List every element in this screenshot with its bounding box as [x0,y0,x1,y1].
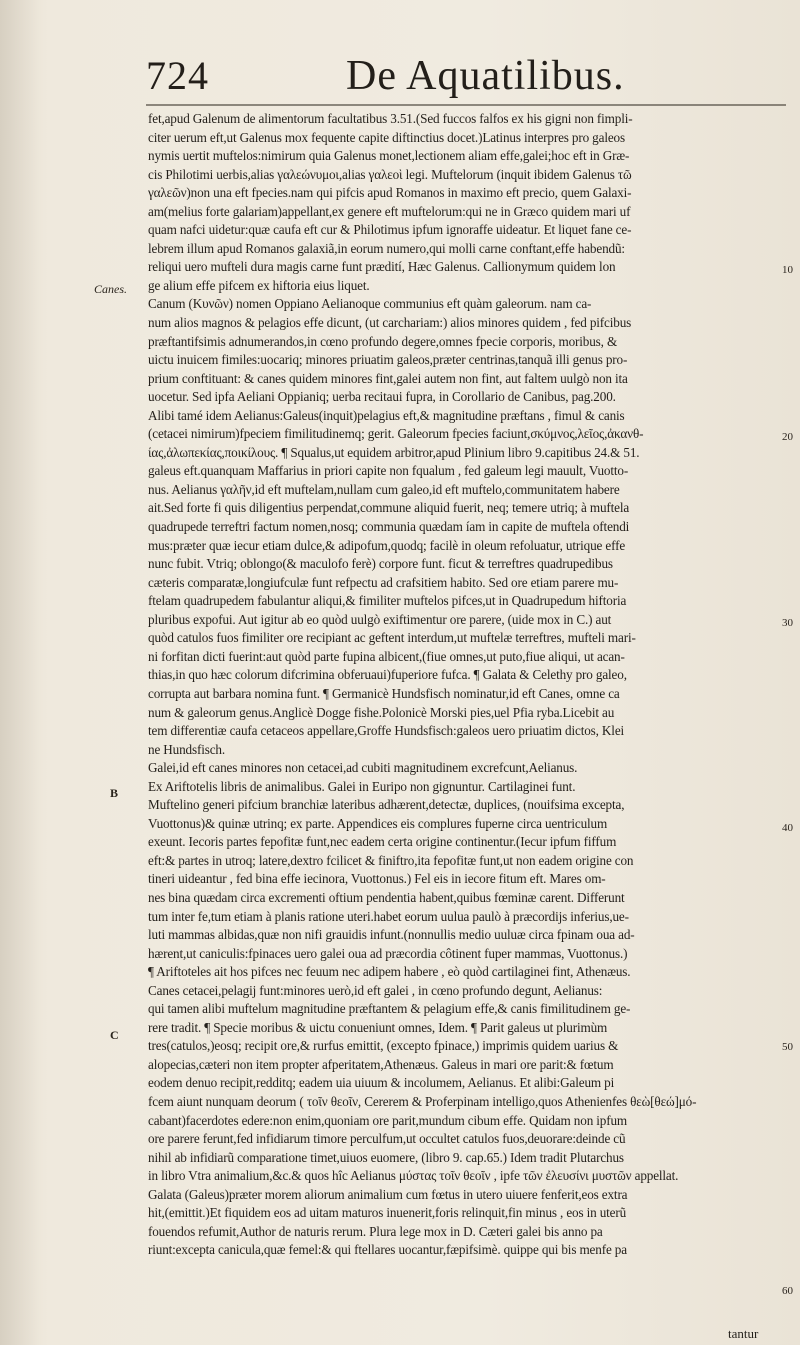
text-line: nus. Aelianus γαλῆν,id eft muftelam,nullam cum galeo,id eft muftelo,communitatem habere [148,481,620,497]
text-line: alopecias,cæteri non item propter afperitatem,Athenæus. Galeus in mari ore parit:& fœtum [148,1056,614,1072]
text-line: Vuottonus)& quinæ utrinq; ex parte. Appendices eis complures fuperne circa uentriculum [148,815,608,831]
text-line: γαλεῶν)non una eft fpecies.nam qui pifcis apud Romanos in maximo eft precio, quem Galaxi- [148,185,632,201]
line-number-20: 20 [782,431,793,443]
line-number-40: 40 [782,822,793,834]
text-line: fcem aiunt nunquam deorum ( τοῖν θεοῖν, Cererem & Proferpinam intelligo,quos Athenienfes θεὼ[θεώ]μό- [148,1093,697,1109]
text-line: nihil ab infidiarũ comparatione timet,uiuos euomere, (libro 9. cap.65.) Idem tradit Plutarchus [148,1149,624,1165]
text-line: uocetur. Sed ipfa Aeliani Oppianiq; uerba recitaui fupra, in Corollario de Canibus, pag.200. [148,389,616,405]
text-line: am(melius forte galariam)appellant,ex genere eft muftelorum:qui ne in Græco quidem mari uf [148,203,631,219]
text-line: lebrem illum apud Romanos galaxiã,in eorum numero,qui molli carne conftant,effe habendũ: [148,240,625,256]
text-line: luti mammas albidas,quæ non nifi grauidis infunt.(nonnullis medio uuluæ circa fpinam oua ad- [148,927,635,943]
text-line: Galei,id eft canes minores non cetacei,ad cubiti magnitudinem excrefcunt,Aelianus. [148,760,578,776]
text-line: num alios magnos & pelagios effe dicunt, (ut carchariam:) alios minores quidem , fed pifcibus [148,315,632,331]
text-line: fouendos refumit,Author de naturis rerum. Plura lege mox in D. Cæteri galei bis anno pa [148,1223,603,1239]
header-rule [146,104,786,106]
text-line: fet,apud Galenum de alimentorum facultatibus 3.51.(Sed fuccos falfos ex his gigni non fimpli- [148,111,633,126]
text-line: corrupta aut barbara nomina funt. ¶ Germanicè Hundsfisch nominatur,id eft Canes, omne ca [148,685,620,701]
text-line: Canes cetacei,pelagij funt:minores uerò,id eft galei , in cœno profundo degunt, Aelianus: [148,982,603,998]
text-line: exeunt. Iecoris partes fepofitæ funt,nec eadem certa origine continentur.(Iecur ipfum fiffum [148,834,617,850]
text-line: ne Hundsfisch. [148,741,226,757]
text-line: riunt:excepta canicula,quæ femel:& qui ftellares uocantur,fæpifsimè. quippe qui bis menfe pa [148,1242,627,1258]
text-line: ίας,ἀλωπεκίας,ποικίλους. ¶ Squalus,ut equidem arbitror,apud Plinium libro 9.capitibus 24.& 51. [148,444,640,460]
text-line: cis Philotimi uerbis,alias γαλεώνυμοι,alias γαλεοὶ legi. Muftelorum (inquit ibidem Galenus τῶ [148,166,632,182]
line-number-50: 50 [782,1041,793,1053]
catchword: tantur [728,1326,759,1341]
text-line: quam nafci uidetur:quæ caufa eft cur & Philotimus ipfum ignoraffe uideatur. Et liquet fane ce- [148,222,632,238]
text-line: qui tamen alibi muftelum magnitudine præftantem & pelagium effe,& canis fimilitudinem ge- [148,1001,631,1017]
text-line: Canum (Κυνῶν) nomen Oppiano Aelianoque communius eft quàm galeorum. nam ca- [148,296,592,312]
margin-letter-c: C [110,1028,119,1042]
text-line: hærent,ut caniculis:fpinaces uero galei oua ad præcordia côtinent fuper mammas, Vuottonus.) [148,945,628,961]
text-line: tem differentiæ caufa cetaceos appellare,Groffe Hundsfisch:galeos uero priuatim dictos, Klei [148,723,625,739]
text-line: pluribus expofui. Aut igitur ab eo quòd uulgò exiftimentur ore parere, (uide mox in C.) aut [148,611,612,627]
text-line: num & galeorum genus.Anglicè Dogge fishe.Polonicè Morski pies,uel Pfia ryba.Licebit au [148,704,615,720]
text-line: Galata (Galeus)præter morem aliorum animalium cum fœtus in utero uiuere fenferit,eos extra [148,1186,628,1202]
text-line: tres(catulos,)eosq; recipit ore,& rurfus emittit, (excepto fpinace,) imprimis quidem uarius & [148,1038,619,1054]
body-text [148,110,788,1260]
text-line: Ex Ariftotelis libris de animalibus. Galei in Euripo non gignuntur. Cartilaginei funt. [148,778,576,794]
text-line: uictu inuicem fimiles:uocariq; minores priuatim galeos,præter centrinas,tanquã illi genus pro- [148,352,628,368]
text-line: rere tradit. ¶ Specie moribus & uictu conueniunt omnes, Idem. ¶ Parit galeus ut plurimùm [148,1019,608,1035]
text-line: ftelam quadrupedem fabulantur aliqui,& fimiliter muftelos pifces,ut in Quadrupedum hiftoria [148,593,627,609]
text-line: nunc fubit. Vtriq; oblongo(& maculofo ferè) corpore funt. ficut & terreftres quadrupedibus [148,556,613,572]
page-number: 724 [146,53,209,98]
text-line: quadrupede terreftri factum nomen,nosq; communia quædam íam in capite de muftela oftendi [148,519,630,535]
text-line: nes bina quædam circa excrementi oftium pendentia habent,quibus fœminæ carent. Differunt [148,889,625,905]
margin-note-canes: Canes. [94,282,127,296]
text-line: cabant)facerdotes edere:non enim,quoniam ore parit,mundum cibum effe. Quidam non ipfum [148,1112,628,1128]
margin-letter-b: B [110,786,119,800]
text-line: citer uerum eft,ut Galenus mox fequente capite diftinctius docet.)Latinus interpres pro galeos [148,129,625,145]
text-line: thias,in quo hæc colorum difcrimina obferuaui)fuperiore fufca. ¶ Galata & Celethy pro galeo, [148,667,627,683]
text-line: ait.Sed forte fi quis diligentius perpendat,commune aliquid fuerit, neq; temere utriq; à muftela [148,500,630,516]
text-line: reliqui uero mufteli dura magis carne funt prædití, Hæc Galenus. Callionymum quidem lon [148,259,616,275]
text-line: galeus eft.quanquam Maffarius in priori capite non fqualum , fed galeum legi mauult, Vuotto- [148,463,629,479]
text-line: in libro Vtra animalium,&c.& quos hîc Aelianus μύστας τοῖν θεοῖν , ipfe τῶν ἐλευσίνι μυστῶν appellat. [148,1168,679,1184]
text-line: ni forfitan dicti fuerint:aut quòd parte fupina albicent,(fiue omnes,ut puto,fiue aliqui, ut acan- [148,648,625,664]
text-line: cæteris comparatæ,longiufculæ funt refpectu ad crafsitiem habito. Sed ore etiam parere mu- [148,574,619,590]
line-number-60: 60 [782,1285,793,1297]
text-line: hit,(emittit.)Et fiquidem eos ad uitam maturos inuenerit,foris relinquit,fin minus , eos in uterũ [148,1205,627,1221]
running-title: De Aquatilibus. [346,53,625,99]
text-line: Alibi tamé idem Aelianus:Galeus(inquit)pelagius eft,& magnitudine præftans , fimul & canis [148,407,625,423]
text-line: quòd catulos fuos fimiliter ore recipiant ac geftent interdum,ut muftelæ terreftres, mufteli mari- [148,630,636,646]
text-line: eft:& partes in utroq; latere,dextro fcilicet & finiftro,ita fepofitæ funt,ut non eadem origine con [148,852,634,868]
text-line: mus:præter quæ iecur etiam dulce,& adipofum,quodq; facilè in oleum refoluatur, utrique effe [148,537,626,553]
text-line: ¶ Ariftoteles ait hos pifces nec feuum nec adipem habere , eò quòd cartilaginei fint, Athenæus. [148,964,631,980]
text-line: eodem denuo recipit,redditq; eadem uia uiuum & incolumem, Aelianus. Et alibi:Galeum pi [148,1075,615,1091]
text-line: ore parere ferunt,fed infidiarum timore perculfum,ut occultet catulos fuos,deuorare:deinde cũ [148,1131,626,1147]
text-line: prium conftituant: & canes quidem minores fint,galei autem non fint, aut faltem uulgò non ita [148,370,628,386]
text-line: præftantifsimis adnumerandos,in cœno profundo degere,omnes fpecie corporis, moribus, & [148,333,618,349]
text-line: Muftelino generi pifcium branchiæ lateribus adhærent,detectæ, duplices, (nouifsima excepta, [148,797,625,813]
line-number-10: 10 [782,264,793,276]
text-line: (cetacei nimirum)fpeciem fimilitudinemq; gerit. Galeorum fpecies faciunt,σκύμνος,λεῖος,ἀκανθ- [148,426,644,442]
line-number-30: 30 [782,617,793,629]
page-gutter-shadow [0,0,40,1345]
text-line: tineri uideantur , fed bina effe iecinora, Vuottonus.) Fel eis in iecore fitum eft. Mares om- [148,871,606,887]
text-line: nymis uertit muftelos:nimirum quia Galenus monet,lectionem aliam effe,galei;hoc eft in Græ- [148,148,630,164]
text-line: ge alium effe pifcem ex hiftoria eius liquet. [148,277,370,293]
text-line: tum inter fe,tum etiam à planis ratione uteri.habet eorum uulua paulò à præcordijs inferius,ue- [148,908,629,924]
running-header [140,48,660,108]
